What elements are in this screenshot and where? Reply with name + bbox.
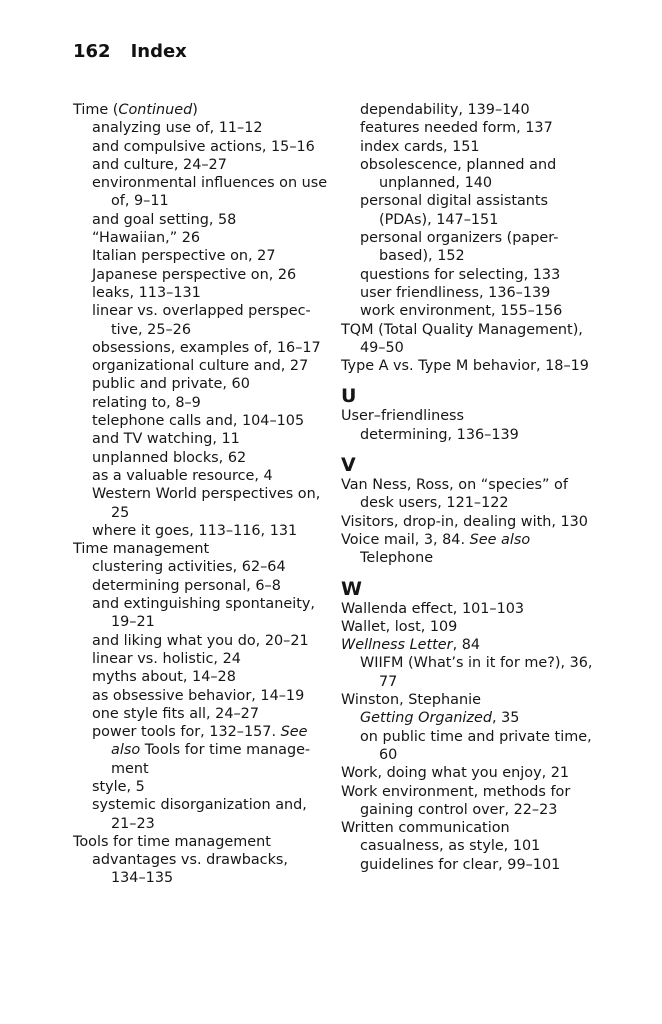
index-entry <box>73 723 335 741</box>
entry-text: questions for selecting, 133 <box>360 266 561 283</box>
entry-text: work environment, 155–156 <box>360 303 563 320</box>
section-letter: W <box>341 577 362 600</box>
entry-text: linear vs. overlapped perspec- <box>92 303 311 320</box>
index-entry <box>73 302 335 320</box>
entry-text: as obsessive behavior, 14–19 <box>92 687 305 704</box>
entry-text: obsessions, examples of, 16–17 <box>92 339 321 356</box>
index-entry <box>73 430 335 448</box>
entry-text: leaks, 113–131 <box>92 284 201 301</box>
index-entry <box>341 476 603 494</box>
index-entry <box>341 746 603 764</box>
index-entry <box>341 654 603 672</box>
index-entry <box>73 540 335 558</box>
entry-text: Van Ness, Ross, on “species” of <box>341 477 568 494</box>
page-number: 162 <box>73 41 111 62</box>
index-entry <box>341 636 603 654</box>
index-entry <box>73 375 335 393</box>
index-entry <box>341 764 603 782</box>
index-entry <box>73 211 335 229</box>
index-column-left <box>73 101 335 888</box>
entry-text: user friendliness, 136–139 <box>360 284 551 301</box>
entry-text: Telephone <box>360 550 434 567</box>
index-entry <box>341 837 603 855</box>
entry-text: and culture, 24–27 <box>92 156 227 173</box>
index-entry <box>73 632 335 650</box>
index-entry <box>341 119 603 137</box>
index-entry <box>341 321 603 339</box>
entry-text: index cards, 151 <box>360 138 480 155</box>
index-entry <box>73 321 335 339</box>
index-entry <box>73 760 335 778</box>
index-entry <box>73 467 335 485</box>
entry-italic: Wellness Letter <box>341 637 453 654</box>
entry-italic: Continued <box>118 102 193 118</box>
index-entry <box>73 247 335 265</box>
entry-text: WIIFM (What’s in it for me?), 36, <box>360 655 593 672</box>
section-letter: U <box>341 385 357 408</box>
entry-text-after: , 35 <box>491 710 520 727</box>
entry-text: obsolescence, planned and <box>360 156 557 173</box>
entry-text: Voice mail, 3, 84. <box>341 531 470 548</box>
index-entry <box>341 192 603 210</box>
entry-text: as a valuable resource, 4 <box>92 467 273 484</box>
page-header <box>73 41 187 62</box>
entry-text: Time ( <box>73 102 119 118</box>
entry-text: ment <box>111 760 149 777</box>
index-entry <box>73 815 335 833</box>
index-entry <box>341 284 603 302</box>
entry-text: determining personal, 6–8 <box>92 577 281 594</box>
index-entry <box>341 513 603 531</box>
index-entry <box>341 138 603 156</box>
index-entry <box>73 485 335 503</box>
index-entry <box>341 357 603 375</box>
entry-text: one style fits all, 24–27 <box>92 705 259 722</box>
entry-text-after: ) <box>192 102 198 118</box>
entry-text: Tools for time management <box>73 833 271 850</box>
section-gap <box>341 568 603 576</box>
entry-text: 19–21 <box>111 614 155 631</box>
entry-text: and liking what you do, 20–21 <box>92 632 309 649</box>
entry-text-after: Tools for time manage- <box>140 742 311 759</box>
entry-text: telephone calls and, 104–105 <box>92 413 305 430</box>
entry-text: Winston, Stephanie <box>341 692 481 709</box>
entry-text: Type A vs. Type M behavior, 18–19 <box>341 358 589 375</box>
section-gap <box>341 375 603 383</box>
entry-text: analyzing use of, 11–12 <box>92 120 263 137</box>
entry-text: and goal setting, 58 <box>92 211 237 228</box>
entry-text: Western World perspectives on, <box>92 486 321 503</box>
index-entry <box>73 595 335 613</box>
index-entry <box>73 119 335 137</box>
index-entry <box>73 687 335 705</box>
entry-text: User–friendliness <box>341 408 465 425</box>
entry-text-after: , 84 <box>452 637 481 654</box>
index-entry <box>73 138 335 156</box>
entry-text: unplanned, 140 <box>379 175 493 192</box>
index-entry <box>341 600 603 618</box>
index-entry <box>341 229 603 247</box>
entry-text: 25 <box>111 504 130 521</box>
entry-text: TQM (Total Quality Management), <box>341 321 583 338</box>
index-entry <box>73 284 335 302</box>
index-entry <box>73 851 335 869</box>
index-entry <box>341 156 603 174</box>
entry-text: and extinguishing spontaneity, <box>92 596 315 613</box>
index-entry <box>73 705 335 723</box>
entry-italic: also <box>111 742 141 759</box>
index-entry <box>73 174 335 192</box>
index-entry <box>341 618 603 636</box>
index-entry <box>341 101 603 119</box>
index-entry <box>341 494 603 512</box>
entry-text: organizational culture and, 27 <box>92 358 309 375</box>
entry-italic: Getting Organized <box>360 710 492 727</box>
entry-text: 134–135 <box>111 870 174 887</box>
index-entry <box>73 156 335 174</box>
index-entry <box>341 856 603 874</box>
index-entry <box>341 691 603 709</box>
index-entry <box>73 558 335 576</box>
index-entry <box>73 449 335 467</box>
entry-text: where it goes, 113–116, 131 <box>92 522 298 539</box>
entry-italic: See also <box>469 531 531 548</box>
index-entry <box>73 741 335 759</box>
index-entry <box>73 266 335 284</box>
entry-text: systemic disorganization and, <box>92 797 307 814</box>
index-column-right <box>341 101 603 874</box>
index-entry <box>73 833 335 851</box>
entry-text: desk users, 121–122 <box>360 495 509 512</box>
entry-text: determining, 136–139 <box>360 426 519 443</box>
entry-text: 21–23 <box>111 815 155 832</box>
index-entry <box>341 211 603 229</box>
index-entry <box>341 549 603 567</box>
index-entry <box>73 650 335 668</box>
index-entry <box>73 869 335 887</box>
index-entry <box>341 819 603 837</box>
section-gap <box>341 444 603 452</box>
index-entry <box>341 728 603 746</box>
index-entry <box>73 412 335 430</box>
index-entry <box>341 266 603 284</box>
entry-text: 60 <box>379 746 398 763</box>
entry-text: (PDAs), 147–151 <box>379 211 499 228</box>
entry-text: based), 152 <box>379 248 465 265</box>
entry-text: on public time and private time, <box>360 728 592 745</box>
index-entry <box>73 668 335 686</box>
index-entry <box>341 407 603 425</box>
index-entry <box>73 339 335 357</box>
index-entry <box>341 247 603 265</box>
index-entry <box>73 192 335 210</box>
entry-text: dependability, 139–140 <box>360 102 530 118</box>
index-entry <box>73 229 335 247</box>
entry-text: Wallenda effect, 101–103 <box>341 600 525 617</box>
page-title: Index <box>130 41 187 62</box>
index-entry <box>341 673 603 691</box>
entry-text: 77 <box>379 673 398 690</box>
index-entry <box>73 522 335 540</box>
entry-text: Japanese perspective on, 26 <box>92 266 297 283</box>
entry-text: Italian perspective on, 27 <box>92 248 276 265</box>
index-entry <box>341 426 603 444</box>
index-entry <box>73 357 335 375</box>
index-entry <box>73 796 335 814</box>
entry-text: features needed form, 137 <box>360 120 553 137</box>
index-entry <box>341 174 603 192</box>
entry-text: style, 5 <box>92 778 145 795</box>
entry-text: public and private, 60 <box>92 376 250 393</box>
entry-text: myths about, 14–28 <box>92 669 236 686</box>
entry-text: Time management <box>73 541 210 558</box>
index-entry <box>73 613 335 631</box>
index-entry <box>341 339 603 357</box>
index-entry <box>341 801 603 819</box>
entry-text: and compulsive actions, 15–16 <box>92 138 315 155</box>
entry-text: “Hawaiian,” 26 <box>92 230 201 247</box>
index-entry <box>73 778 335 796</box>
entry-italic: See <box>280 724 308 741</box>
entry-text: environmental influences on use <box>92 175 328 192</box>
entry-text: casualness, as style, 101 <box>360 838 541 855</box>
entry-text: and TV watching, 11 <box>92 431 240 448</box>
entry-text: Visitors, drop-in, dealing with, 130 <box>341 513 588 530</box>
entry-text: Work environment, methods for <box>341 783 571 800</box>
entry-text: unplanned blocks, 62 <box>92 449 247 466</box>
entry-text: guidelines for clear, 99–101 <box>360 856 561 873</box>
entry-text: 49–50 <box>360 339 404 356</box>
index-entry <box>341 302 603 320</box>
entry-text: linear vs. holistic, 24 <box>92 650 241 667</box>
entry-text: Wallet, lost, 109 <box>341 618 458 635</box>
entry-text: of, 9–11 <box>111 193 169 210</box>
entry-text: relating to, 8–9 <box>92 394 201 411</box>
index-entry <box>73 101 335 119</box>
entry-text: advantages vs. drawbacks, <box>92 852 289 869</box>
index-entry <box>73 577 335 595</box>
entry-text: personal digital assistants <box>360 193 549 210</box>
index-entry <box>73 504 335 522</box>
entry-text: Written communication <box>341 820 510 837</box>
index-entry <box>341 531 603 549</box>
index-entry <box>73 394 335 412</box>
entry-text: tive, 25–26 <box>111 321 191 338</box>
entry-text: clustering activities, 62–64 <box>92 559 286 576</box>
index-entry <box>341 783 603 801</box>
section-letter: V <box>341 454 356 477</box>
index-entry <box>341 709 603 727</box>
entry-text: power tools for, 132–157. <box>92 724 281 741</box>
entry-text: Work, doing what you enjoy, 21 <box>341 765 570 782</box>
entry-text: gaining control over, 22–23 <box>360 801 558 818</box>
entry-text: personal organizers (paper- <box>360 230 559 247</box>
